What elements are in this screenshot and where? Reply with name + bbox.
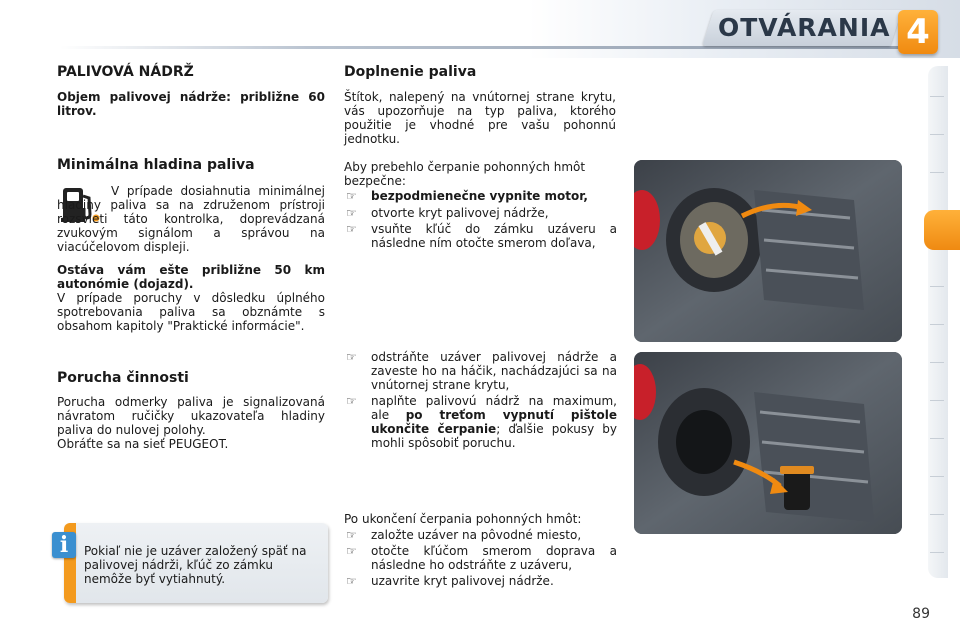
photo-cap-on-hook: [634, 352, 902, 534]
step-text: vsuňte kľúč do zámku uzáveru a následne ním otočte smerom doľava,: [371, 222, 617, 250]
tab-divider: [930, 96, 944, 97]
safety-intro: Aby prebehlo čerpanie pohonných hmôt bezpečne:: [344, 160, 586, 188]
step-text: bezpodmienečne vypnite motor,: [371, 189, 588, 203]
step-text: uzavrite kryt palivovej nádrže.: [371, 574, 554, 588]
bullet-hand-icon: ☞: [346, 544, 357, 558]
min-level-text: V prípade dosiahnutia minimálnej hladiny paliva sa na združenom prístroji rozsvieti táto kontrolka, doprevádzaná zvukovým signálom a správou na viacúčelovom displeji.: [57, 184, 325, 254]
step-fill-tank: [346, 394, 617, 450]
fuel-cap-illustration: [634, 352, 902, 534]
tab-divider: [930, 514, 944, 515]
autonomy-note: Ostáva vám ešte približne 50 km autonómie (dojazd).: [57, 263, 325, 291]
step-engine-off: [346, 189, 617, 203]
dealer-note: Obráťte sa na sieť PEUGEOT.: [57, 437, 229, 451]
step-text-bold: po treťom vypnutí pištole ukončite čerpanie: [371, 408, 617, 436]
bullet-hand-icon: ☞: [346, 574, 357, 588]
fuel-flap-illustration: [634, 160, 902, 342]
tab-divider: [930, 552, 944, 553]
failure-text: Porucha odmerky paliva je signalizovaná návratom ručičky ukazovateľa hladiny paliva do nulovej polohy.: [57, 395, 325, 437]
tab-divider: [930, 324, 944, 325]
refuel-heading: Doplnenie paliva: [344, 64, 477, 80]
step-text: otočte kľúčom smerom doprava a následne ho odstráňte z uzáveru,: [371, 544, 617, 572]
step-text-pre: naplňte palivovú nádrž na maximum, ale: [371, 394, 617, 422]
bullet-hand-icon: ☞: [346, 206, 357, 220]
bullet-hand-icon: ☞: [346, 222, 357, 236]
step-open-flap: [346, 206, 617, 220]
tab-divider: [930, 476, 944, 477]
tank-capacity: Objem palivovej nádrže: približne 60 litrov.: [57, 90, 325, 118]
tab-divider: [930, 286, 944, 287]
chapter-title: OTVÁRANIA: [718, 13, 891, 42]
after-refuel-intro: Po ukončení čerpania pohonných hmôt:: [344, 512, 582, 526]
chapter-number: 4: [906, 12, 930, 52]
bullet-hand-icon: ☞: [346, 394, 357, 408]
step-insert-key: [346, 222, 617, 250]
tab-divider: [930, 362, 944, 363]
step-remove-cap: [346, 350, 617, 392]
step-turn-key: [346, 544, 617, 572]
section-title: PALIVOVÁ NÁDRŽ: [57, 64, 194, 80]
bullet-hand-icon: ☞: [346, 189, 357, 203]
empty-tank-note: V prípade poruchy v dôsledku úplného spotrebovania paliva sa obznámte s obsahom kapitoly "Praktické informácie".: [57, 291, 325, 333]
header-rule: [60, 46, 900, 49]
tab-divider: [930, 134, 944, 135]
step-text: odstráňte uzáver palivovej nádrže a zaveste ho na háčik, nachádzajúci sa na vnútornej strane krytu,: [371, 350, 617, 392]
info-text: Pokiaľ nie je uzáver založený späť na palivovej nádrži, kľúč zo zámku nemôže byť vytiahnutý.: [84, 544, 307, 586]
step-text: otvorte kryt palivovej nádrže,: [371, 206, 549, 220]
chapter-tab-active[interactable]: [924, 210, 960, 250]
step-text: založte uzáver na pôvodné miesto,: [371, 528, 582, 542]
failure-heading: Porucha činnosti: [57, 370, 189, 386]
fuel-label-text: Štítok, nalepený na vnútornej strane krytu, vás upozorňuje na typ paliva, ktorého použitie je vhodné pre vašu pohonnú jednotku.: [344, 90, 616, 146]
step-text-post: ; ďalšie pokusy by mohli spôsobiť poruchu.: [371, 422, 617, 450]
min-level-heading: Minimálna hladina paliva: [57, 157, 255, 173]
page-number: 89: [912, 606, 930, 622]
bullet-hand-icon: ☞: [346, 350, 357, 364]
info-icon-letter: i: [59, 532, 69, 558]
photo-key-in-cap: [634, 160, 902, 342]
tab-divider: [930, 172, 944, 173]
tab-divider: [930, 438, 944, 439]
tab-divider: [930, 400, 944, 401]
chapter-tab-rail: [928, 66, 948, 578]
bullet-hand-icon: ☞: [346, 528, 357, 542]
step-refit-cap: [346, 528, 617, 542]
step-close-flap: [346, 574, 617, 588]
